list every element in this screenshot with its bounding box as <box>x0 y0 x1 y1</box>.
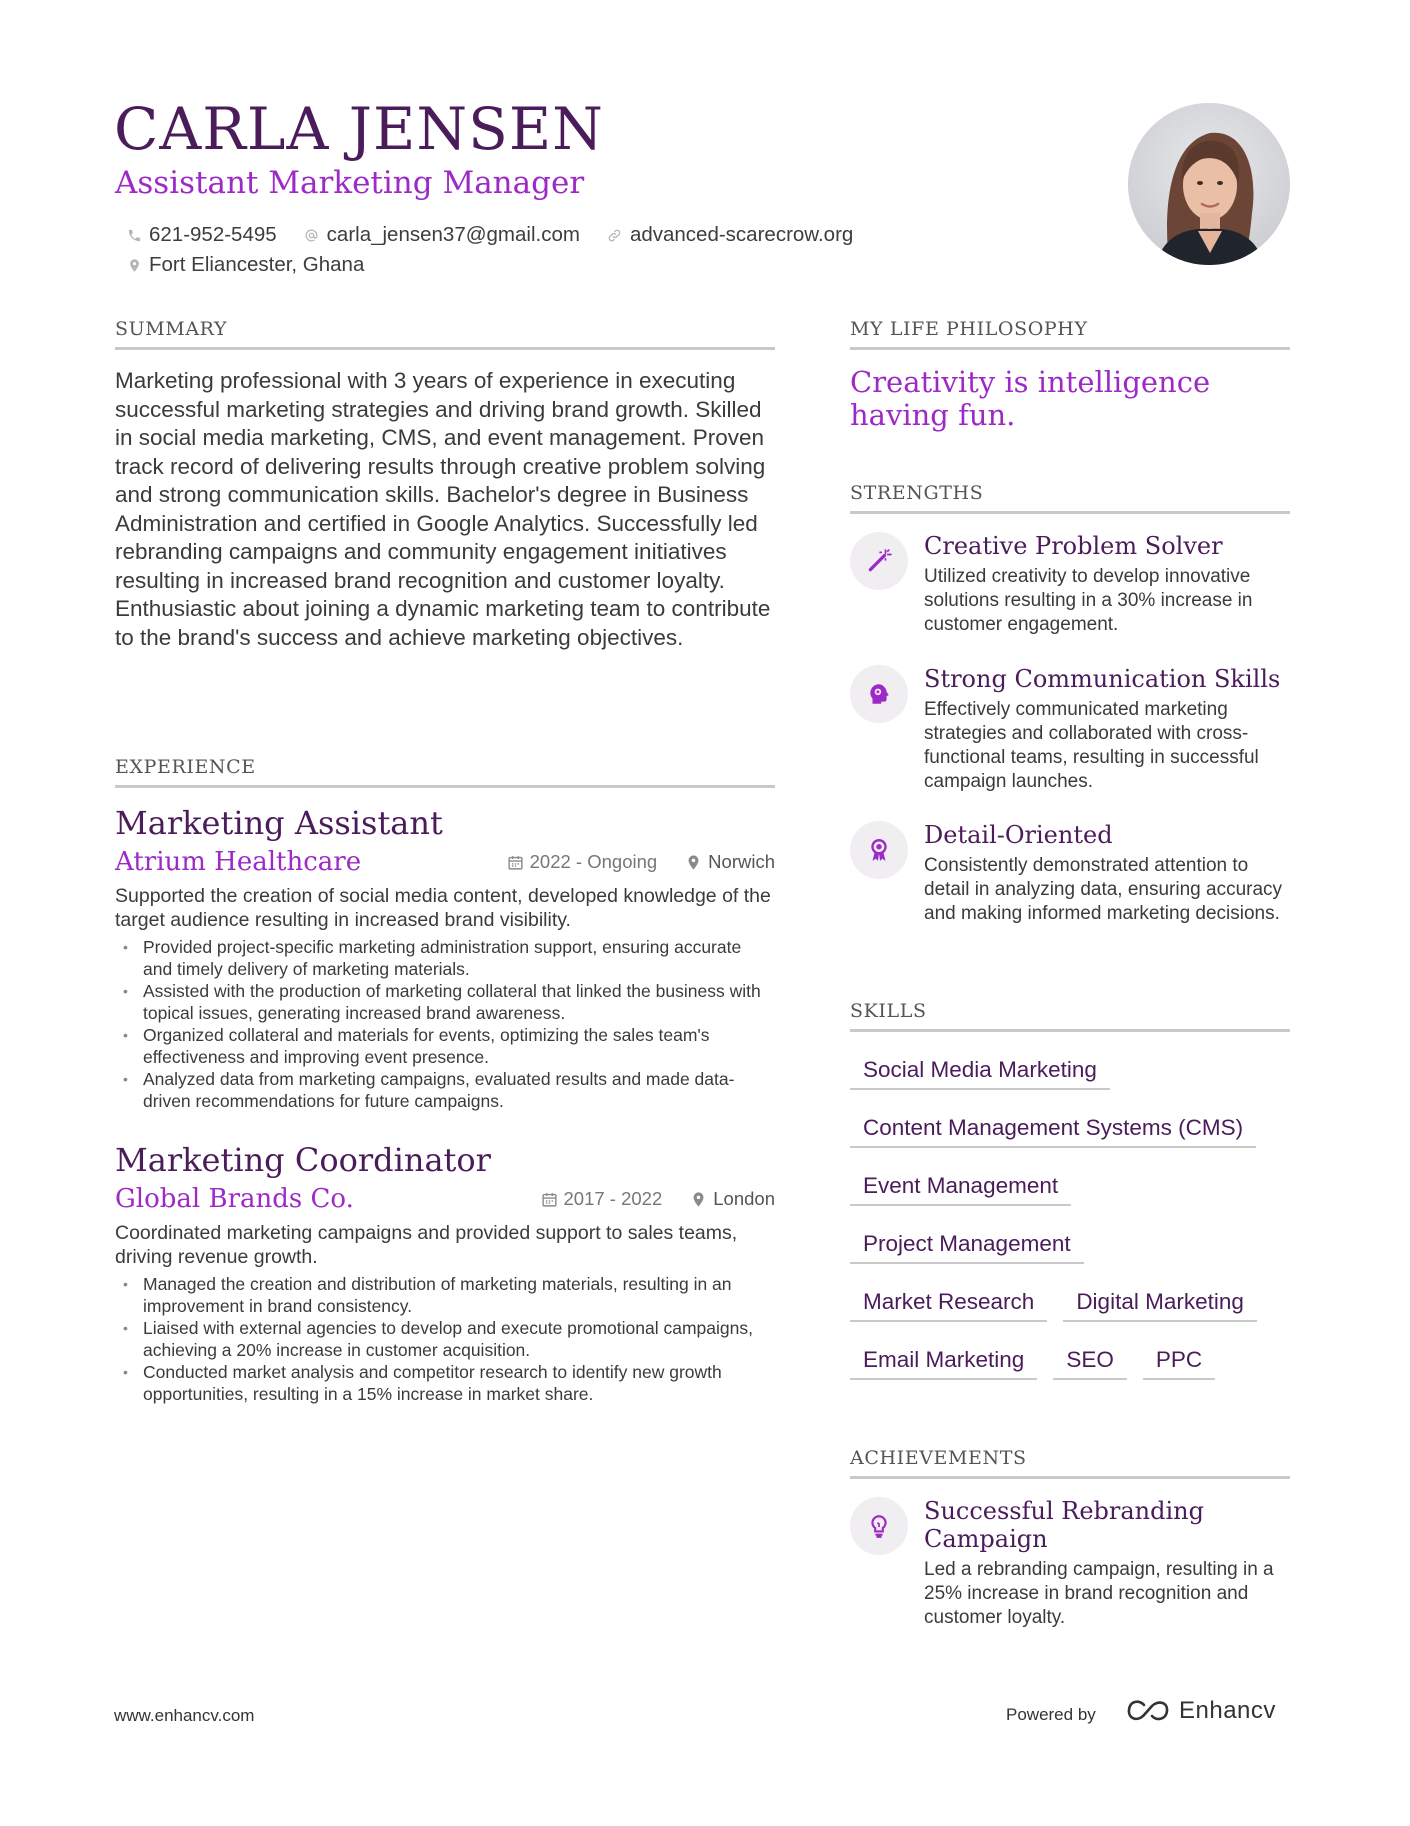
strength-title: Detail-Oriented <box>924 821 1113 849</box>
skill-tag: Market Research <box>850 1277 1047 1322</box>
location-pin-icon <box>125 255 143 275</box>
strength-item <box>850 665 1290 794</box>
phone-icon <box>125 225 143 245</box>
list-item: • Conducted market analysis and competitor research to identify new growth opportunities, resulting in a 15% increase in market share. <box>115 1361 775 1405</box>
job-description: Supported the creation of social media content, developed knowledge of the target audience resulting in increased brand visibility. <box>115 885 771 931</box>
summary-text: Marketing professional with 3 years of experience in executing successful marketing strategies and driving brand growth. Skilled in social media marketing, CMS, and event management. Proven track record of delivering results through creative problem solving and strong communication skills. Bachelor's degree in Business Administration and certified in Google Analytics. Successfully led rebranding campaigns and community engagement initiatives resulting in increased brand recognition and customer loyalty. Enthusiastic about joining a dynamic marketing team to contribute to the brand's success and achieve marketing objectives. <box>115 368 771 650</box>
footer-powered-by: Powered by <box>1006 1705 1096 1724</box>
contact-info <box>125 220 905 280</box>
skill-tag: Event Management <box>850 1161 1071 1206</box>
job-location <box>690 1188 775 1210</box>
philosophy-heading: MY LIFE PHILOSOPHY <box>850 318 1290 350</box>
contact-phone[interactable] <box>125 223 277 247</box>
calendar-icon <box>507 854 524 871</box>
skill-tag: Email Marketing <box>850 1335 1037 1380</box>
job-bullets <box>115 936 775 1112</box>
strength-description: Effectively communicated marketing strategies and collaborated with cross-functional teams, resulting in successful campaign launches. <box>924 699 1259 792</box>
strength-item <box>850 821 1290 926</box>
strength-icon-badge <box>850 532 908 590</box>
contact-email[interactable] <box>303 223 580 247</box>
skill-tag: SEO <box>1053 1335 1127 1380</box>
email-text: carla_jensen37@gmail.com <box>326 223 580 246</box>
skill-tag: Project Management <box>850 1219 1084 1264</box>
job-title: Marketing Coordinator <box>115 1141 491 1179</box>
list-item: • Provided project-specific marketing administration support, ensuring accurate and timely delivery of marketing materials. <box>115 936 775 980</box>
skill-tag: Social Media Marketing <box>850 1045 1110 1090</box>
strengths-heading: STRENGTHS <box>850 482 1290 514</box>
strength-title: Strong Communication Skills <box>924 665 1281 693</box>
location-pin-icon <box>685 854 702 871</box>
list-item: • Liaised with external agencies to develop and execute promotional campaigns, achieving a 20% increase in customer acquisition. <box>115 1317 775 1361</box>
job-date <box>541 1188 663 1210</box>
achievement-title: Successful Rebranding Campaign <box>924 1497 1204 1553</box>
list-item: • Managed the creation and distribution of marketing materials, resulting in an improvement in brand consistency. <box>115 1273 775 1317</box>
strength-description: Consistently demonstrated attention to detail in analyzing data, ensuring accuracy and making informed marketing decisions. <box>924 855 1283 924</box>
job-bullets <box>115 1273 775 1405</box>
list-item: • Assisted with the production of marketing collateral that linked the business with topical issues, generating increased brand awareness. <box>115 980 775 1024</box>
award-medal-icon <box>866 837 892 863</box>
strength-description: Utilized creativity to develop innovative solutions resulting in a 30% increase in customer engagement. <box>924 566 1253 635</box>
location-pin-icon <box>690 1191 707 1208</box>
strength-title: Creative Problem Solver <box>924 532 1223 560</box>
enhancv-logo-icon <box>1124 1697 1172 1725</box>
job-location-text: London <box>713 1188 775 1209</box>
skill-tag: PPC <box>1143 1335 1215 1380</box>
enhancv-logo-text: Enhancv <box>1179 1697 1276 1724</box>
job-description: Coordinated marketing campaigns and provided support to sales teams, driving revenue growth. <box>115 1222 738 1268</box>
magic-wand-icon <box>866 548 892 574</box>
experience-heading: EXPERIENCE <box>115 756 775 788</box>
achievement-item <box>850 1497 1290 1630</box>
job-location-text: Norwich <box>708 851 775 872</box>
location-text: Fort Eliancester, Ghana <box>149 253 365 276</box>
achievement-description: Led a rebranding campaign, resulting in a 25% increase in brand recognition and customer loyalty. <box>924 1559 1274 1628</box>
job-date-text: 2017 - 2022 <box>563 1188 663 1209</box>
footer-website-link[interactable]: www.enhancv.com <box>114 1706 255 1725</box>
head-brain-icon <box>866 681 892 707</box>
skill-tag: Content Management Systems (CMS) <box>850 1103 1256 1148</box>
job-date-text: 2022 - Ongoing <box>529 851 658 872</box>
contact-website[interactable] <box>606 223 853 247</box>
philosophy-quote: Creativity is intelligence having fun. <box>850 365 1211 432</box>
profile-photo <box>1128 103 1290 265</box>
lightbulb-icon <box>866 1513 892 1539</box>
summary-heading: SUMMARY <box>115 318 775 350</box>
job-date <box>507 851 658 873</box>
skills-list <box>850 1045 1290 1393</box>
website-text: advanced-scarecrow.org <box>629 223 854 246</box>
link-icon <box>606 225 624 245</box>
enhancv-logo[interactable] <box>1124 1697 1276 1725</box>
achievement-icon-badge <box>850 1497 908 1555</box>
at-icon <box>303 225 321 245</box>
candidate-title: Assistant Marketing Manager <box>115 165 585 201</box>
company-name: Atrium Healthcare <box>115 847 362 877</box>
contact-location <box>125 253 364 277</box>
skill-tag: Digital Marketing <box>1063 1277 1257 1322</box>
job-entry <box>115 1140 775 1405</box>
strength-icon-badge <box>850 821 908 879</box>
job-entry <box>115 803 775 1112</box>
strength-icon-badge <box>850 665 908 723</box>
phone-text: 621-952-5495 <box>149 223 277 246</box>
skills-heading: SKILLS <box>850 1000 1290 1032</box>
achievements-heading: ACHIEVEMENTS <box>850 1447 1290 1479</box>
list-item: • Analyzed data from marketing campaigns, evaluated results and made data-driven recommendations for future campaigns. <box>115 1068 775 1112</box>
company-name: Global Brands Co. <box>115 1184 354 1214</box>
job-location <box>685 851 775 873</box>
job-title: Marketing Assistant <box>115 804 443 842</box>
list-item: • Organized collateral and materials for events, optimizing the sales team's effectiveness and improving event presence. <box>115 1024 775 1068</box>
candidate-name: CARLA JENSEN <box>114 95 604 163</box>
calendar-icon <box>541 1191 558 1208</box>
strength-item <box>850 532 1290 637</box>
